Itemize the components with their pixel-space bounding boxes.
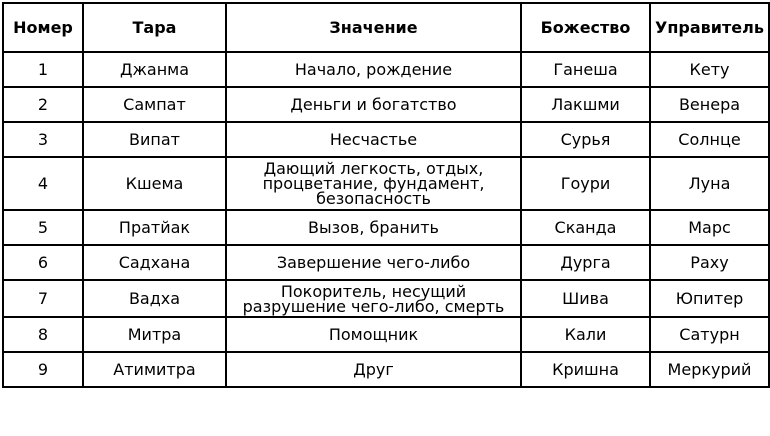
cell-deity: Гоури bbox=[521, 157, 650, 210]
tara-table bbox=[2, 2, 770, 388]
table-row bbox=[3, 280, 769, 317]
header-row bbox=[3, 3, 769, 52]
cell-meaning: Дающий легкость, отдых, процветание, фундамент, безопасность bbox=[226, 157, 521, 210]
header-meaning: Значение bbox=[226, 3, 521, 52]
cell-tara: Джанма bbox=[83, 52, 226, 87]
cell-meaning: Друг bbox=[226, 352, 521, 387]
header-number: Номер bbox=[3, 3, 83, 52]
cell-meaning: Помощник bbox=[226, 317, 521, 352]
cell-tara: Садхана bbox=[83, 245, 226, 280]
cell-deity: Сканда bbox=[521, 210, 650, 245]
cell-ruler: Луна bbox=[650, 157, 769, 210]
cell-tara: Вадха bbox=[83, 280, 226, 317]
cell-tara: Пратйак bbox=[83, 210, 226, 245]
header-deity: Божество bbox=[521, 3, 650, 52]
cell-ruler: Сатурн bbox=[650, 317, 769, 352]
cell-meaning: Вызов, бранить bbox=[226, 210, 521, 245]
cell-number: 5 bbox=[3, 210, 83, 245]
cell-number: 9 bbox=[3, 352, 83, 387]
cell-ruler: Венера bbox=[650, 87, 769, 122]
header-tara: Тара bbox=[83, 3, 226, 52]
cell-meaning: Покоритель, несущий разрушение чего-либо, смерть bbox=[226, 280, 521, 317]
cell-number: 1 bbox=[3, 52, 83, 87]
cell-number: 3 bbox=[3, 122, 83, 157]
table-row bbox=[3, 245, 769, 280]
cell-ruler: Кету bbox=[650, 52, 769, 87]
header-ruler: Управитель bbox=[650, 3, 769, 52]
cell-number: 8 bbox=[3, 317, 83, 352]
cell-meaning: Деньги и богатство bbox=[226, 87, 521, 122]
table-row bbox=[3, 87, 769, 122]
table-row bbox=[3, 157, 769, 210]
table-body bbox=[3, 52, 769, 387]
cell-ruler: Солнце bbox=[650, 122, 769, 157]
cell-deity: Сурья bbox=[521, 122, 650, 157]
cell-meaning: Завершение чего-либо bbox=[226, 245, 521, 280]
cell-number: 4 bbox=[3, 157, 83, 210]
cell-tara: Кшема bbox=[83, 157, 226, 210]
cell-ruler: Раху bbox=[650, 245, 769, 280]
cell-ruler: Юпитер bbox=[650, 280, 769, 317]
table-row bbox=[3, 317, 769, 352]
cell-tara: Митра bbox=[83, 317, 226, 352]
table-header bbox=[3, 3, 769, 52]
cell-deity: Кришна bbox=[521, 352, 650, 387]
table-row bbox=[3, 210, 769, 245]
table-row bbox=[3, 122, 769, 157]
cell-ruler: Меркурий bbox=[650, 352, 769, 387]
cell-ruler: Марс bbox=[650, 210, 769, 245]
cell-deity: Кали bbox=[521, 317, 650, 352]
cell-tara: Сампат bbox=[83, 87, 226, 122]
cell-tara: Атимитра bbox=[83, 352, 226, 387]
cell-meaning: Несчастье bbox=[226, 122, 521, 157]
cell-number: 6 bbox=[3, 245, 83, 280]
cell-deity: Шива bbox=[521, 280, 650, 317]
tara-table-container bbox=[2, 2, 768, 388]
cell-number: 7 bbox=[3, 280, 83, 317]
cell-tara: Випат bbox=[83, 122, 226, 157]
cell-meaning: Начало, рождение bbox=[226, 52, 521, 87]
cell-deity: Лакшми bbox=[521, 87, 650, 122]
table-row bbox=[3, 52, 769, 87]
cell-number: 2 bbox=[3, 87, 83, 122]
cell-deity: Ганеша bbox=[521, 52, 650, 87]
table-row bbox=[3, 352, 769, 387]
cell-deity: Дурга bbox=[521, 245, 650, 280]
